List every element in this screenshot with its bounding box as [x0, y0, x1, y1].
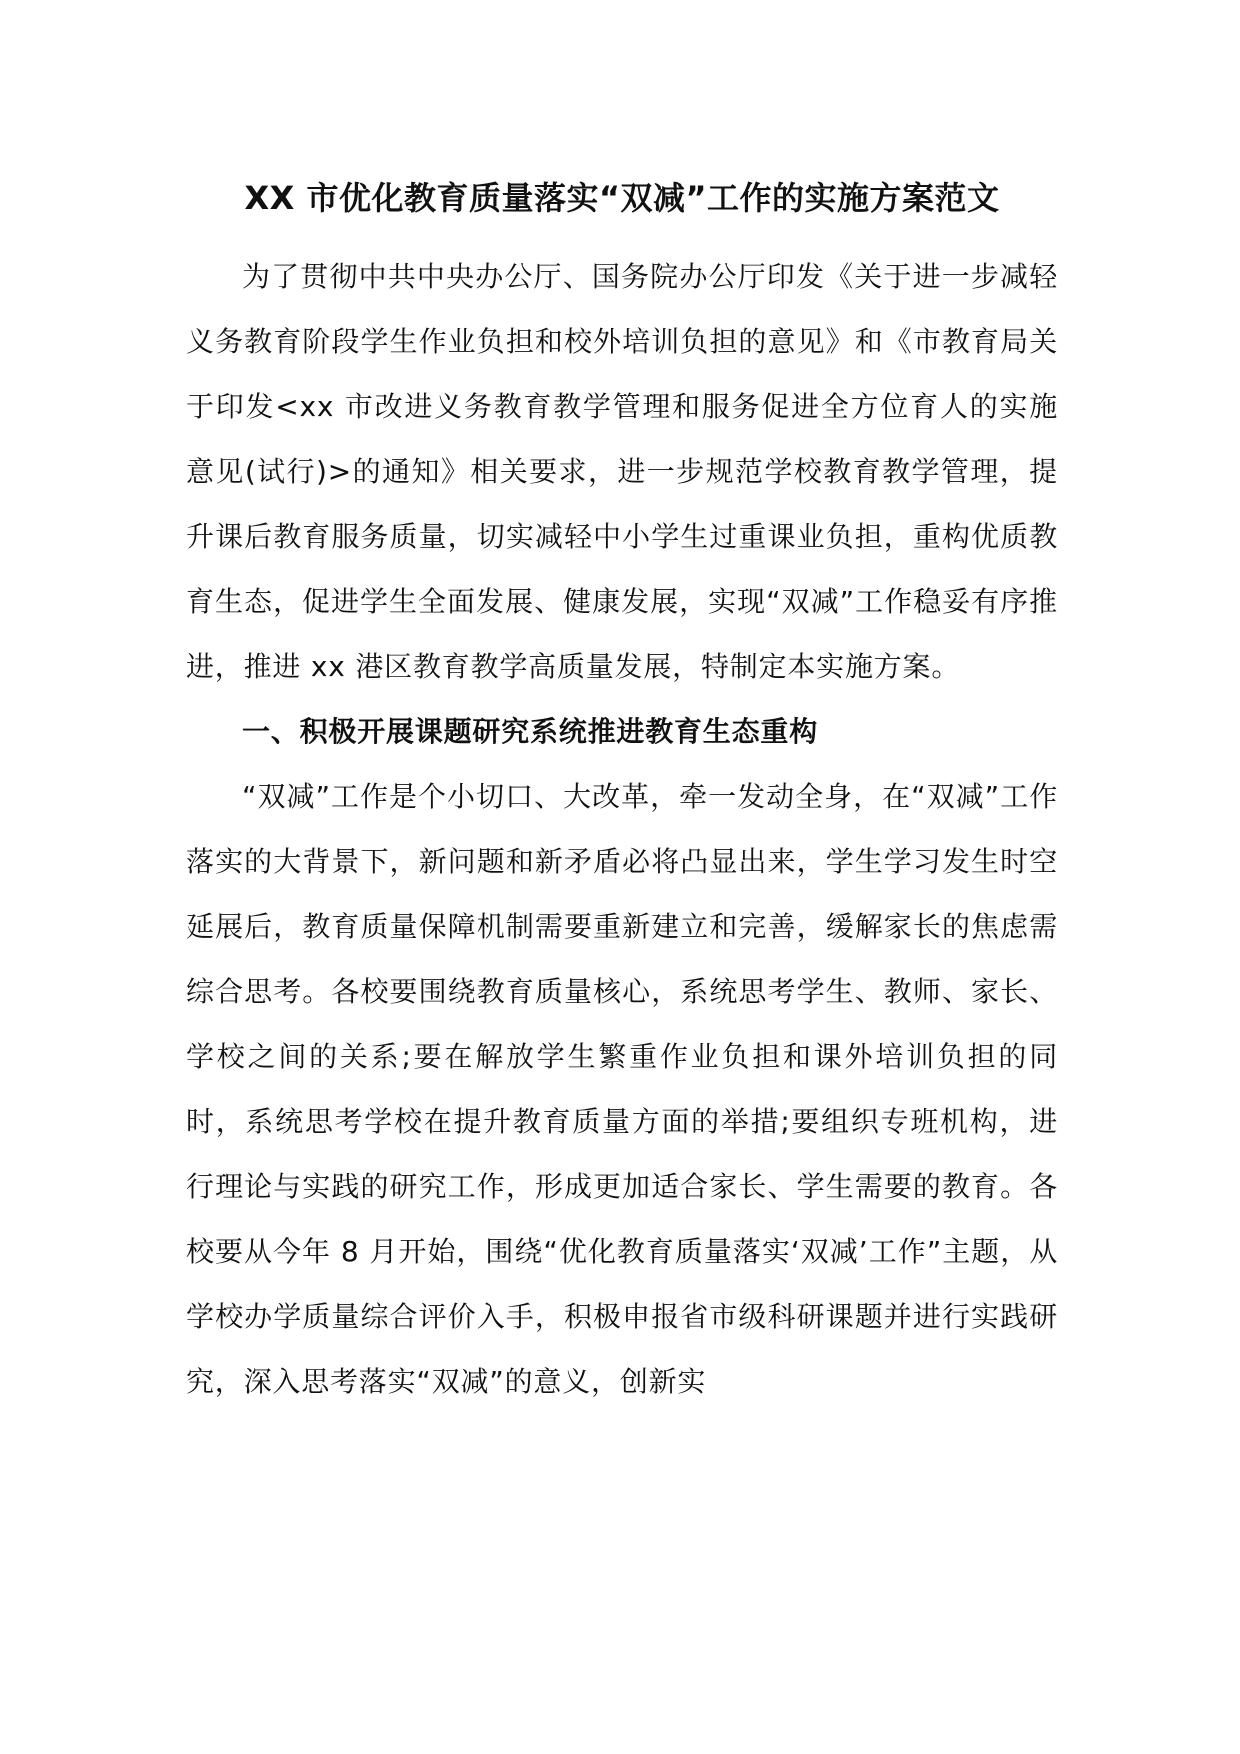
section-1-paragraph: “双减”工作是个小切口、大改革，牵一发动全身，在“双减”工作落实的大背景下，新问题和新矛盾必将凸显出来，学生学习发生时空延展后，教育质量保障机制需要重新建立和完善，缓解家长的焦虑需综合思考。各校要围绕教育质量核心，系统思考学生、教师、家长、学校之间的关系;要在解放学生繁重作业负担和课外培训负担的同时，系统思考学校在提升教育质量方面的举措;要组织专班机构，进行理论与实践的研究工作，形成更加适合家长、学生需要的教育。各校要从今年 8 月开始，围绕“优化教育质量落实‘双减’工作”主题，从学校办学质量综合评价入手，积极申报省市级科研课题并进行实践研究，深入思考落实“双减”的意义，创新实	[186, 780, 1058, 1398]
document-body	[186, 168, 1058, 1414]
section-1-heading: 一、积极开展课题研究系统推进教育生态重构	[242, 715, 819, 748]
document-title: XX 市优化教育质量落实“双减”工作的实施方案范文	[244, 179, 1000, 217]
intro-paragraph: 为了贯彻中共中央办公厅、国务院办公厅印发《关于进一步减轻义务教育阶段学生作业负担和校外培训负担的意见》和《市教育局关于印发<xx 市改进义务教育教学管理和服务促进全方位育人的实施意见(试行)>的通知》相关要求，进一步规范学校教育教学管理，提升课后教育服务质量，切实减轻中小学生过重课业负担，重构优质教育生态，促进学生全面发展、健康发展，实现“双减”工作稳妥有序推进，推进 xx 港区教育教学高质量发展，特制定本实施方案。	[186, 260, 1058, 683]
